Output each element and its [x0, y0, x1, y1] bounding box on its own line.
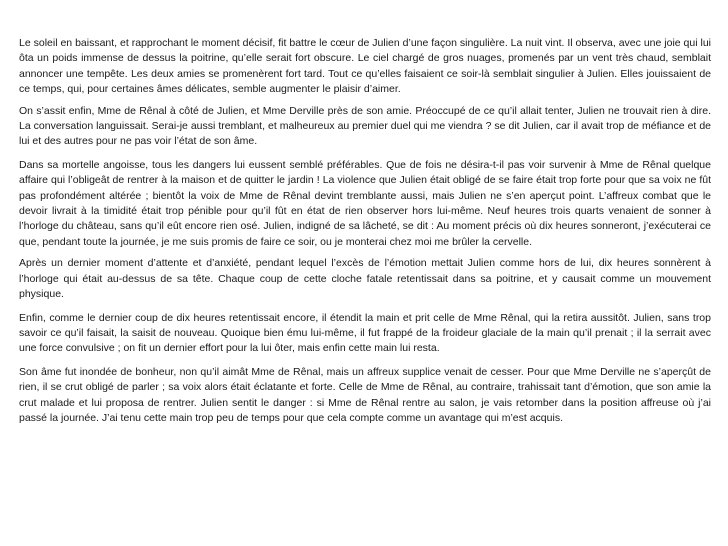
paragraph-3: Dans sa mortelle angoisse, tous les dangers lui eussent semblé préférables. Que de fois ne désira-t-il pas voir survenir à Mme de Rênal quelque affaire qui l’obligeât de rentrer à la maison et de quitter le jardin ! La violence que Julien était obligé de se faire était trop forte pour que sa voix ne fût pas profondément altérée ; bientôt la voix de Mme de Rênal devint tremblante aussi, mais Julien ne s’en aperçut point. L’affreux combat que le devoir livrait à la timidité était trop pénible pour qu’il fût en état de rien observer hors lui-même. Neuf heures trois quarts venaient de sonner à l’horloge du château, sans qu’il eût encore rien osé. Julien, indigné de sa lâcheté, se dit : Au moment précis où dix heures sonneront, j’exécuterai ce que, pendant toute la journée, je me suis promis de faire ce soir, ou je monterai chez moi me brûler la cervelle.	[19, 158, 711, 248]
paragraph-1: Le soleil en baissant, et rapprochant le moment décisif, fit battre le cœur de Julien d’une façon singulière. La nuit vint. Il observa, avec une joie qui lui ôta un poids immense de dessus la poitrine, qu’elle serait fort obscure. Le ciel chargé de gros nuages, promenés par un vent très chaud, semblait annoncer une tempête. Les deux amies se promenèrent fort tard. Tout ce qu’elles faisaient ce soir-là semblait singulier à Julien. Elles jouissaient de ce temps, qui, pour certaines âmes délicates, semble augmenter le plaisir d’aimer.	[19, 37, 711, 96]
paragraph-4: Après un dernier moment d’attente et d’anxiété, pendant lequel l’excès de l’émotion mettait Julien comme hors de lui, dix heures sonnèrent à l’horloge qui était au-dessus de sa tête. Chaque coup de cette cloche fatale retentissait dans sa poitrine, et y causait comme un mouvement physique.	[19, 257, 711, 301]
paragraph-5: Enfin, comme le dernier coup de dix heures retentissait encore, il étendit la main et prit celle de Mme Rênal, qui la retira aussitôt. Julien, sans trop savoir ce qu’il faisait, la saisit de nouveau. Quoique bien ému lui-même, il fut frappé de la froideur glaciale de la main qu’il prenait ; il la serrait avec une force convulsive ; on fit un dernier effort pour la lui ôter, mais enfin cette main lui resta.	[19, 311, 711, 355]
paragraph-2: On s’assit enfin, Mme de Rênal à côté de Julien, et Mme Derville près de son amie. Préoccupé de ce qu’il allait tenter, Julien ne trouvait rien à dire. La conversation languissait. Serai-je aussi tremblant, et malheureux au premier duel qui me viendra ? se dit Julien, car il avait trop de méfiance et de lui et des autres pour ne pas voir l’état de son âme.	[19, 104, 711, 148]
paragraph-6: Son âme fut inondée de bonheur, non qu’il aimât Mme de Rênal, mais un affreux supplice venait de cesser. Pour que Mme Derville ne s’aperçût de rien, il se crut obligé de parler ; sa voix alors était éclatante et forte. Celle de Mme de Rênal, au contraire, trahissait tant d’émotion, que son amie la crut malade et lui proposa de rentrer. Julien sentit le danger : si Mme de Rênal rentre au salon, je vais retomber dans la position affreuse où j’ai passé la journée. J’ai tenu cette main trop peu de temps pour que cela compte comme un avantage qui m’est acquis.	[19, 365, 711, 424]
document-body	[19, 36, 711, 432]
